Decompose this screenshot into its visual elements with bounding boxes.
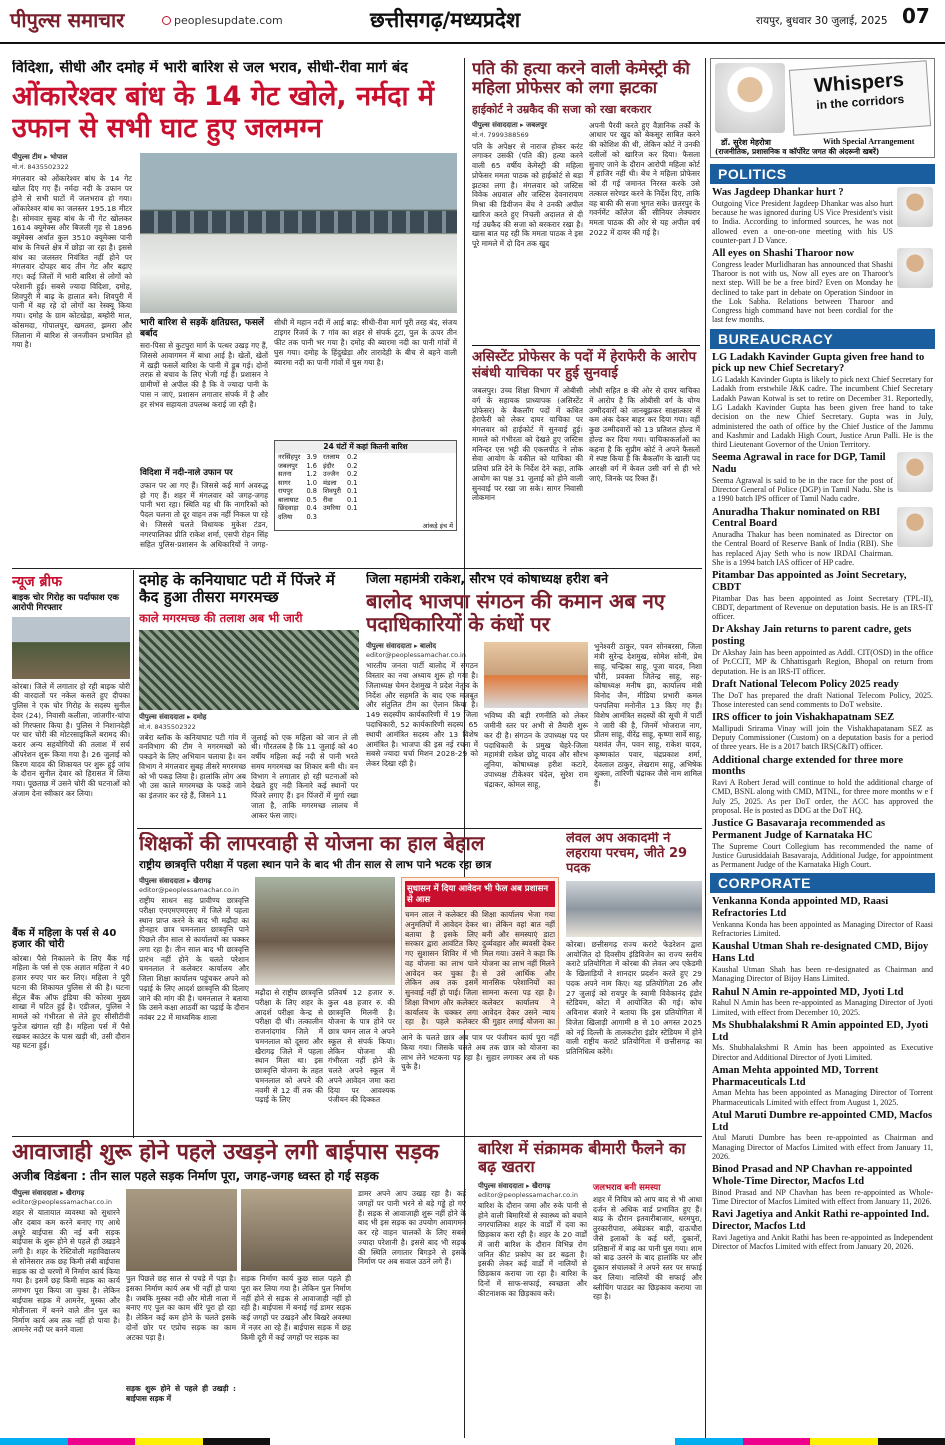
whisper-title: Seema Agrawal in race for DGP, Tamil Nadu <box>712 452 886 476</box>
article-body: शिक्षा कार्यालय भेजा गया था। लेकिन वहां बात नहीं बनी और समस्याएं डाटा दुर्व्यवहार और ब्यवसी देकर मिल गया। उसने ने कहा कि योजना का लाभ नहीं मिलने से उसे आर्थिक और मानसिक परेशानियों का सामना करना पड़ रहा है। कलेक्टर कार्यालय ने आवेदन देकर उसने न्याय की गुहार लगाई योजना का <box>482 910 555 1027</box>
rainfall-value: 0.3 <box>306 512 317 521</box>
story-subhead: राष्ट्रीय छात्रवृत्ति परीक्षा में पहला स्थान पाने के बाद भी तीन साल से लाभ पाने भटक रहा छात्र <box>139 859 492 871</box>
whisper-title: Ms Shubhalakshmi R Amin appointed ED, Jyoti Ltd <box>712 1019 929 1043</box>
student-photo <box>255 877 395 985</box>
corporate-label: CORPORATE <box>710 873 935 893</box>
whisper-body: Dr Akshay Jain has been appointed as Addl. CIT(OSD) in the office of Pr.CCIT, MP & Chhattisgarh Region, Bhopal on return from deputation. He is an IRS-IT officer. <box>712 647 933 676</box>
whisper-title: Justice G Basavaraja recommended as Permanent Judge of Karnataka HC <box>712 818 886 841</box>
rainfall-row <box>275 453 360 461</box>
globe-icon <box>162 16 171 25</box>
section-rule <box>12 1136 702 1137</box>
dateline: रायपुर, बुधवार 30 जुलाई, 2025 <box>756 15 888 27</box>
whisper-body: Mallipudi Srirama Vinay will join the Vishakhapatanam SEZ as Deputy Commissioner (Custom) on a deputation basis for a period of three years. He is a 2017 batch IRS(C&IT) officer. <box>712 723 933 752</box>
article-body: राष्ट्रीय साधन सह प्रावीण्य छात्रवृत्ति परीक्षा एनएमएमएसए में जिले में पहला स्थान प्राप्त करने के बाद भी मढ़ौदा का होनहार छात्र चमनलाल छात्रवृत्ति पाने पिछले तीन साल से कार्यालयों का चक्कर लगा रहा है। तीन साल बाद भी छात्रवृत्ति प्रारंभ नहीं होने के चलते परेशान चमनलाल ने कलेक्टर कार्यालय और जिला शिक्षा कार्यालय पहुंचकर अपने को पढ़ाई के लिए आदर्श छात्रवृत्ति की दिलाए जाने की मांग की है। चमनलाल ने बताया कि उसने कक्षा आठवीं का पढ़ाई के दौरान नवंबर 22 में माध्यमिक शाला <box>139 896 249 1023</box>
story-teachers <box>139 832 559 1132</box>
rainfall-value: 0.2 <box>346 470 358 479</box>
person-photo <box>897 452 933 492</box>
whisper-title: Pitambar Das appointed as Joint Secretary, CBDT <box>712 570 907 593</box>
article-body: मंगलवार को ओंकारेश्वर बांध के 14 गेट खोल दिए गए हैं। नर्मदा नदी के उफान पर होने से सभी घाटों में जलभराव हो गया। ओंकारेश्वर बांध का जलस्तर 195.18 मीटर है। सोमवार सुबह बांध के नौ गेट खोलकर 1614 क्यूमेक्स और बिजली गृह से 1896 क्यूमेक्स अर्थात कुल 3510 क्यूमेक्स पानी बांध के निचले क्षेत्र में छोड़ा जा रहा है। इससे बांध का जलस्तर नियंत्रित नहीं होने पर मंगलवार दोपहर बाद तीन गेट और बढ़ाए गए। कई जिलों में भारी बारिश से लोगों को परेशानी हुई। सबसे ज्यादा विदिशा, दमोह, शिवपुरी में बाढ़ के हालात बने। शिवपुरी में पानी में बह रहे दो लोगों का रेस्क्यू किया गया। दमोह के ग्राम कोटखेड़ा, बम्होरी माल, कोसमदा, गोपालपुर, खमतरा, झमरा और जिलाना में बारिश से जनजीवन प्रभावित हो गया है। <box>12 174 132 350</box>
story-headline: पति की हत्या करने वाली केमेस्ट्री की महिला प्रोफेसर को लगा झटका <box>472 60 690 97</box>
article-body: अपनी पैरवी करते हुए वैज्ञानिक तर्कों के आधार पर खुद को बेकसूर साबित करने की कोशिश की थी, लेकिन कोर्ट ने उनकी दलीलों को खारिज कर दिया। फैसला सुनाए जाने के दौरान आरोपी महिला कोर्ट में हाजिर नहीं थी। बेंच ने महिला प्रोफेसर को दी गई जमानत निरस्त करके उसे तत्काल सरेण्डर करने के निर्देश दिए, ताकि वह बाकी की सजा भुगत सके। छतरपुर के गवर्नमेंट कॉलेज की सीनियर लेक्चरार ममता पाठक की ओर से यह अपील वर्ष 2022 में दायर की गई है। <box>589 120 700 237</box>
article-body: बारिश के दौरान जमा और रुके पानी से होने वाली बिमारियों से स्वास्थ्य को बचाने नगरपालिका शहर के वार्डों में दवा का छिड़काव करा रही है। शहर के 20 वार्डों में जारी बारिश के दौरान विभिन्न रोग जनित कीट प्रकोप का डर बढ़ता है। इसकी लेकर कई वार्डों में नालियों से छिड़काव कराया जा रहा है। बारिश के दिनों में साफ-सफाई, स्वच्छता और कीटनाशक का छिड़काव करें। <box>478 1200 587 1298</box>
rainfall-value: 0.1 <box>346 495 358 504</box>
columnist-photo <box>715 63 785 133</box>
whisper-body: Ms. Shubhalakshmi R Amin has been appointed as Executive Director and Additional Director of Jyoti Limited. <box>712 1043 933 1062</box>
story-subhead: हाईकोर्ट ने उम्रकैद की सजा को रखा बरकरार <box>472 102 652 116</box>
politics-label: POLITICS <box>710 164 935 184</box>
whisper-item <box>712 987 933 1017</box>
rainfall-city <box>320 513 344 521</box>
whisper-item <box>712 507 933 568</box>
rainfall-row <box>275 504 360 512</box>
rainfall-value: 0.4 <box>306 504 317 513</box>
article-body: सड़क शुरू होने से पहले ही उखड़ी : बाईपास सड़क में <box>126 1384 236 1403</box>
whisper-title: Additional charge extended for three more months <box>712 754 904 778</box>
rainfall-city: शिवपुरी <box>322 487 341 496</box>
whisper-title: Kaushal Utman Shah re-designated CMD, Bijoy Hans Ltd <box>712 941 929 965</box>
story-headline: शिक्षकों की लापरवाही से योजना का हाल बेहाल <box>139 832 485 855</box>
article-body: पुल पिछले छह साल से पचड़े में पड़ा है। इसका निर्माण कार्य अब भी नहीं हो पाया है। जबकि मुस्का नदी और मोती नाला में बनाए गए पुल का काम धीरे पूरा हो रहा है। लेकिन कई कम होने के चलते इसके दोनों छोर पर एप्रोच सड़क का काम अटका पड़ा है। <box>126 1274 236 1342</box>
byline: पीपुल्स संवाददाता ▸ खैरागढ़ <box>12 1189 85 1198</box>
article-body: कोरबा। जिले में लगातार हो रही बाइक चोरी की वारदातों पर नकेल कसते हुए दीपका पुलिस ने एक चोर गिरोह के सदस्य सुनील देवर (24), निवासी कलीला, जांजगीर-चांपा को गिरफ्तार किया है। पुलिस ने निशानदेही पर चार चोरी की मोटरसाइकिलें बरामद की। करार अन्य सहयोगियों की तलाश में सर्च ऑपरेशन शुरू किया गया है। 26 जुलाई को किरण यादव की शिकायत पर शुरू हुई जांच के दौरान सुनील देवार को हिरासत में लिया गया। पूछताछ में उसने चोरी की घटनाओं को अंजाम देना स्वीकार कर लिया। <box>12 681 130 798</box>
rainfall-city: छिंदवाड़ा <box>278 504 299 513</box>
columnist-name: डॉ. सुरेश मेहरोत्रा <box>721 138 771 147</box>
whisper-body: The Supreme Court Collegium has recommended the name of Justice Gurusiddaiah Basavaraja, Additional Judge, for appointment as Permanent Judge of the Karnataka High Court. <box>712 841 933 870</box>
whisper-title: Venkanna Konda appointed MD, Raasi Refractories Ltd <box>712 896 889 920</box>
byline-email: editor@peoplessamachar.co.in <box>139 886 239 895</box>
whisper-item <box>712 1209 933 1251</box>
brief-title: बाइक चोर गिरोह का पर्दाफाश एक आरोपी गिरफ्तार <box>12 593 119 613</box>
whisper-title: Anuradha Thakur nominated on RBI Central Board <box>712 506 881 530</box>
whisper-item <box>712 570 933 621</box>
story-crocodile <box>139 572 359 827</box>
whisper-item <box>712 187 933 245</box>
rainfall-row <box>275 462 360 470</box>
leader-photos <box>484 642 588 708</box>
rainfall-value <box>344 513 361 521</box>
news-brief <box>12 572 130 1132</box>
inset-box <box>401 877 559 1030</box>
whisper-body: Venkanna Konda has been appointed as Managing Director of Raasi Refractories Limited. <box>712 919 933 939</box>
rainfall-city: बालाघाट <box>278 495 299 504</box>
story-headline: दमोह के कनियाघाट पटी में पिंजरे में कैद हुआ तीसरा मगरमच्छ <box>139 572 335 607</box>
corporate-items <box>710 893 935 1251</box>
subhead: विदिशा में नदी-नाले उफान पर <box>140 468 233 479</box>
whispers-tagline: (राजनीतिक, प्रशासनिक व कॉर्पोरेट जगत की अंदरूनी खबरें) <box>715 147 880 156</box>
byline: पीपुल्स संवाददाता ▸ जबलपुर <box>472 120 547 129</box>
story-sports <box>566 832 702 1132</box>
road-photo <box>241 1189 352 1271</box>
story-bypass <box>12 1140 472 1436</box>
rainfall-value: 1.0 <box>306 478 317 487</box>
whisper-title: Dr Akshay Jain returns to parent cadre, gets posting <box>712 624 912 648</box>
whisper-item <box>712 1164 933 1206</box>
story-bjp <box>366 572 702 827</box>
rainfall-value: 0.1 <box>346 487 358 496</box>
article-body: भुनेश्वरी ठाकुर, पवन सोनबरसा, जिला मंत्री सुरेन्द्र देशमुख, सोमेश सोनी, प्रेम साहू, चन्द्रिका साहू, पूजा यादव, निशा चौरी, प्रवक्ता जितेन्द्र साहू, सह-कोषाध्यक्ष मनीष झा, कार्यालय मंत्री विनोद जैन, मीडिया प्रभारी कमल पनपलिया मनोनीत 13 किए गए हैं। विशेष आमंत्रित सदस्यों की सूची में पार्टी ने जारी की है, जिनमें भोजराज नाग, प्रीतम साहू, वीरेंद्र साहू, कृष्णा सार्वे साहू, यशवंत जैन, पवन साहू, राकेश यादव, कृष्णकांत पवार, चंद्रप्रकाश शर्मा, देवलाल ठाकुर, लेखराम साहू, अभिषेक शुक्ला, तारिणी चंद्राकर जैसे नाम शामिल हैं। <box>594 642 702 789</box>
article-body: कोरबा। छत्तीसगढ़ राज्य कराटे फेडरेशन द्वारा आयोजित दो दिवसीय इंडिविजेन का राज्य स्तरीय कराटे प्रतियोगिता में कोरबा की लेवल अप एकेडमी के खिलाड़ियों ने शानदार प्रदर्शन करते हुए 29 पदक अपने नाम किए। यह प्रतियोगिता 26 और 27 जुलाई को रायपुर के स्वामी विवेकानंद इंडोर स्टेडियम, कोटा में आयोजित की गई। कोच अविनाश बंजारे ने बताया कि इस प्रतियोगिता में विजेता खिलाड़ी आगामी 8 से 10 अगस्त 2025 को नई दिल्ली के तालकटोरा इंडोर स्टेडियम में होने वाली राष्ट्रीय कराटे प्रतियोगिता में छत्तीसगढ़ का प्रतिनिधित्व करेंगे। <box>566 939 702 1057</box>
byline-mobile: मो.नं. 7999388569 <box>472 130 529 139</box>
story-headline: आवाजाही शुरू होने पहले उखड़ने लगी बाईपास सड़क <box>12 1140 439 1165</box>
website-link[interactable]: peoplesupdate.com <box>162 14 283 27</box>
article-body: चमन लाल ने कलेक्टर की अनुमतियों में आवेदन देकर बताया है इसके लिए सरकार द्वारा आवंटित किए गए सुशासन शिविर में भी वह योजना का लाभ पाने आवेदन कर चुका है। लेकिन अब तक इसमें सुनवाई नहीं हो पाई। जिला शिक्षा विभाग और कलेक्टर कार्यालय के चक्कर लगा रहा है। पहले कलेक्टर <box>405 910 478 1027</box>
story-headline: लेवल अप अकादमी ने लहराया परचम, जीते 29 पदक <box>566 832 688 876</box>
rainfall-city: रतलाम <box>322 453 340 462</box>
story-kicker: विदिशा, सीधी और दमोह में भारी बारिश से जल भराव, सीधी-रीवा मार्ग बंद <box>12 60 408 76</box>
whisper-title: Rahul N Amin re-appointed MD, Jyoti Ltd <box>712 986 904 998</box>
story-kicker: जिला महामंत्री राकेश, सौरभ एवं कोषाध्यक्ष हरीश बने <box>366 572 609 586</box>
whispers-logo <box>789 60 931 135</box>
news-brief-label: न्यूज ब्रीफ <box>12 574 62 590</box>
article-body: उफान पर आ गए हैं। जिससे कई मार्ग अवरुद्ध हो गए हैं। शहर में मंगलवार को जगह-जगह पानी भरा रहा। स्थिति यह थी कि नागरिकों को पैदल चलना तो दूर वाहन तक नहीं निकल पा रहे थे। जिससे चलते विधायक मुकेश टंडन, नगरपालिका प्रीति राकेश शर्मा, एसपी रोहन सिंह सहित पुलिस-प्रशासन के अधिकारियों ने जगह- <box>140 480 268 549</box>
byline: पीपुल्स संवाददाता ▸ बालोद <box>366 642 437 651</box>
article-body: जुलाई को एक महिला को जान ले ली थी। गौरतलब है कि 11 जुलाई को 40 वर्षीय महिला कई नदी से पानी भरते समय मगरमच्छ का शिकार बनी थी। वन विभाग ने लगातार हो रही घटनाओं को देखते हुए नदी किनारे कई स्थानों पर पिंजरे लगाए हैं। इन पिंजरों में मुर्गा रखा जाता है, ताकि मगरमच्छ लालच में आकर फंस जाए। <box>251 732 358 820</box>
article-body: प्रतिवर्ष 12 हजार रु. कुल 48 हजार रु. की छात्रवृत्ति मिलनी है। योजना के पात्र होने पर छात्र चमन लाल ने अपने स्कूल से संपर्क किया। लेकिन योजना की गंभीरता नहीं होने के चलते अपने स्कूल में अपने आवेदन जमा करा दिया पर आवश्यक पंजीयन की दिक्कत <box>328 988 395 1105</box>
byline: पीपुल्स संवाददाता ▸ दमोह <box>139 712 207 721</box>
whispers-subtitle: in the corridors <box>815 91 905 113</box>
dam-photo <box>140 153 457 313</box>
rainfall-box <box>274 440 457 531</box>
byline-email: editor@peoplessamachar.co.in <box>12 1198 112 1207</box>
logo: पीपुल्स समाचार <box>10 8 125 32</box>
rainfall-row <box>275 487 360 495</box>
story-disease <box>478 1140 702 1436</box>
rainfall-title: 24 घंटों में कहां कितनी बारिश <box>275 441 456 453</box>
article-body: कोरबा। पैसे निकालने के लिए बैंक गई महिला के पर्स से एक अज्ञात महिला ने 40 हजार रुपए पार कर लिए। महिला ने पूरी घटना की शिकायत पुलिस से की है। घटना सेंट्रल बैंक ऑफ इंडिया की कोरबा मुख्य शाखा में घटित हुई है। एडीजल, पुलिस ने मामले को गंभीरता से लेते हुए सीसीटीवी फुटेज खंगाल रही है। महिला पर्स में पैसे रखकर काउंटर के पास खड़ी थी, उसी दौरान यह घटना हुई। <box>12 953 130 1051</box>
rainfall-city: रीवा <box>322 495 333 504</box>
rainfall-city: सतना <box>278 470 292 479</box>
rainfall-row <box>275 470 360 478</box>
whisper-title: Ravi Jagetiya and Ankit Rathi re-appointed Ind. Director, Macfos Ltd <box>712 1209 930 1232</box>
story-subhead: काले मगरमच्छ की तलाश अब भी जारी <box>139 610 303 625</box>
whisper-body: Outgoing Vice President Jagdeep Dhankar was also hurt because he was ignored during US Vice President's visit to India. According to informed sources, he was not allowed even a one-on-one meeting with his US counter-part J D Vance. <box>712 198 893 245</box>
whisper-body: Aman Mehta has been appointed as Managing Director of Torrent Pharmaceuticals Limited with effect from August 1, 2025. <box>712 1088 933 1107</box>
article-body: आने के चलते छात्र अब पात्र पर पंजीयन कार्य पूरा नहीं किया गया। जिसके चलते अब तक छात्र को योजना का लाभ लेने भटकना पड़ रहा है। सुहार लगाकर अब तो थक चुके है। <box>401 1033 559 1072</box>
article-body: पति के अपेक्षर से नाराज होकर करंट लगाकर उसकी (पति की) हत्या करने वाली 65 वर्षीय केमेस्ट्री की महिला प्रोफेसर ममता पाठक को हाईकोर्ट से बड़ा झटका लगा है। मंगलवार को जस्टिस विवेक अग्रवाल और जस्टिस देवनारायण मिश्रा की डिवीजन बेंच ने उनकी अपील खारिज करते हुए निचली अदालत से दी गई उम्रकैद की सजा को बरकरार रखा है। खास बात यह रही कि ममता पाठक ने इस पूरे मामले में दो दिन तक खुद <box>472 141 583 249</box>
story-chemistry <box>472 60 700 342</box>
person-photo <box>897 507 933 547</box>
whisper-body: Anuradha Thakur has been nominated as Director on the Central Board of Reserve Bank of India (RBI). She has replaced Ajay Seth who is now IRDAI Chairman. She is a 1994 batch IAS officer of HP cadre. <box>712 530 893 567</box>
whisper-body: Rahul N Amin has been re-appointed as Managing Director of Jyoti Limited, with effect from December 10, 2025. <box>712 998 933 1017</box>
page-number: 07 <box>902 4 930 28</box>
article-body: सरा-पिसा से कुटपुरा मार्ग के पत्थर उखड़ गए हैं, जिससे आवागमन में बाधा आई है। खेतों, खेतों में खड़ी फसलें बारिश के पानी में डूब गई। दोनों तरफ़ से बचाव के लिए भेजी गई हैं। प्रशासन ने ग्रामीणों से अपील की है कि वे ज्यादा पानी के पास न जाएं, प्रशासन लगातार संपर्क में है और हर संभव सहायता उपलब्ध कराई जा रही है। <box>140 341 268 409</box>
whisper-item <box>712 1020 933 1062</box>
article-body: डामर अपने आप उखड़ रहा है। कई जगहों पर पानी भरने से बड़े गड्ढे हो गए हैं। सड़क से आवाजाही शुरू नहीं होने के बाद भी इस सड़क का उपयोग आवागमन कर रहे वाहन चालकों के लिए सबसे ज्यादा परेशानी है। इससे बाद भी सड़क की स्थिति लगातार बिगड़ने से इसके निर्माण पर अब सवाल उठने लगे हैं। <box>358 1189 466 1267</box>
story-headline: बारिश में संक्रामक बीमारी फैलने का बढ़ खतरा <box>478 1140 686 1177</box>
rainfall-value: 3.9 <box>306 453 317 462</box>
byline: पीपुल्स टीम ▸ भोपाल <box>12 153 68 162</box>
story-headline: असिस्टेंट प्रोफेसर के पदों में हेराफेरी के आरोप संबंधी याचिका पर हुई सुनवाई <box>472 349 697 381</box>
rainfall-row <box>275 479 360 487</box>
whisper-title: Was Jagdeep Dhankar hurt ? <box>712 187 844 198</box>
rainfall-value: 1.6 <box>306 461 317 470</box>
byline-mobile: मो.नं. 8435502322 <box>12 163 69 172</box>
whisper-body: Ravi Jagetiya and Ankit Rathi has been re-appointed as Independent Director of Macfos Limited with effect from January 20, 2026. <box>712 1232 933 1251</box>
article-body: सड़क निर्माण कार्य कुछ साल पहले ही पूरा कर लिया गया है। लेकिन पुल निर्माण नहीं होने से सड़क से आवाजाही नहीं हो रही है। बाईपास में बनाई गई डामर सड़क कई जगहों पर उखड़ने और बिखरे अवस्था में नज़र आ रहे हैं। बाईपास सड़क में छह किमी दूरी में कई जगहों पर सड़क का <box>241 1274 351 1342</box>
rainfall-value: 0.1 <box>346 478 358 487</box>
rainfall-city: रायपुर <box>278 487 293 496</box>
section-rule <box>12 568 702 569</box>
whisper-body: Pitambar Das has been appointed as Joint Secretary (TPL-II), CBDT, department of Revenue on deputation basis. He is an IRS-IT officer. <box>712 593 933 622</box>
section-rule <box>137 828 702 829</box>
whisper-title: Draft National Telecom Policy 2025 ready <box>712 678 899 690</box>
rainfall-city: उज्जैन <box>322 470 339 479</box>
rainfall-value: 0.1 <box>346 504 358 513</box>
rainfall-city: सागर <box>278 478 291 487</box>
whisper-item <box>712 755 933 816</box>
whisper-body: Binod Prasad and NP Chavhan has been re-appointed as Whole-Time Director of Macfos Limited with effect from January 11, 2026. <box>712 1187 933 1206</box>
rainfall-row <box>275 496 360 504</box>
column-rule <box>133 570 134 1138</box>
story-headline: ओंकारेश्वर बांध के 14 गेट खोले, नर्मदा में उफान से सभी घाट हुए जलमग्न <box>12 80 435 145</box>
whisper-body: LG Ladakh Kavinder Gupta is likely to pick next Chief Secretary for Ladakh from erstwhile J&K cadre. The incumbent Chief Secretary Ladakh Pawan Kotwal is set to retire on December 31. Reportedly, LG Ladakh Kavinder Gupta has been given free hand to take decision on the new Chief Secretary. Gupta was in July, administered the oath of office by the Chief Justice of the Jammu and Kashmir and Ladakh High Court, Justice Arun Palli. He is the third Lieutenant Governor of the Union Territory. <box>712 375 933 450</box>
subhead: जलभराव बनी समस्या <box>593 1182 661 1193</box>
crocodile-cage-photo <box>139 630 359 710</box>
bureaucracy-label: BUREAUCRACY <box>710 329 935 349</box>
byline-email: editor@peoplessamachar.co.in <box>478 1190 578 1199</box>
byline-mobile: मो.नं. 8435502322 <box>139 722 196 731</box>
byline-email: editor@peoplessamachar.co.in <box>366 651 466 660</box>
whisper-title: All eyes on Shashi Tharoor now <box>712 248 855 260</box>
road-photo <box>126 1189 237 1271</box>
story-subhead: अजीब विडंबना : तीन साल पहले सड़क निर्माण पूरा, जगह-जगह ध्वस्त हो गई सड़क <box>12 1169 379 1184</box>
whisper-item <box>712 1065 933 1107</box>
article-body: शहर में निचित्र को आप बाद से भी आधा दर्जन से अधिक वार्ड प्रभावित हुए हैं। बाढ़ के दौरान इतवारीबाजार, धरमपुरा, तुरकारीपारा, अंबेडकर बाड़ी, दाऊचौरा जैसे इलाकों के कई घरों, दुकानों, प्रतिष्ठानों में बाढ़ का पानी घुस गया। शाम को बाढ़ उतरने के बाद हालांकि घर और दुकान संचालकों ने अपने स्तर पर सफाई कर लिया। नालियों की सफाई और ब्लीचिंग पाउडर का छिड़काव कराया जा रहा है। <box>593 1194 702 1302</box>
whisper-item <box>712 248 933 325</box>
article-body: भविष्य की बड़ी रणनीति को लेकर जमीनी स्तर पर अभी से तैयारी शुरू कर दी है। संगठन के उपाध्यक्ष पद पर पदाधिकारी के प्रमुख चेहरे-जिला महामंत्री राकेश छोटू यादव और सौरभ लूनिया, कोषाध्यक्ष हरीश कटारे, उपाध्यक्ष टीकेश्वर चंदेल, सुरेश राम चंद्राकर, कोमल साहू, <box>484 711 588 789</box>
subhead: भारी बारिश से सड़कें क्षतिग्रस्त, फसलें बर्बाद <box>140 318 264 339</box>
whisper-item <box>712 896 933 938</box>
person-photo <box>897 187 933 227</box>
rainfall-city: उमरिया <box>322 504 341 513</box>
print-registration-strip <box>0 1438 945 1445</box>
rainfall-value: 0.5 <box>306 495 317 504</box>
article-body: शहर से यातायात व्यवस्था को सुधारने और दबाव कम करने बनाए गए आधे अधूरे बाईपास की नई बनी सड़क बाईपास के शुरू होने से पहले ही उखड़ने लगी है। शहर के रेस्टिवोली महाविद्यालय से सोनेसरार तक छह किमी लंबी बाईपास सड़क का दो चरणों में निर्माण कार्य किया गया है। इसमें छह किमी सड़क का कार्य लगभग पूरा किया जा चुका है। लेकिन बाईपास सड़क में आमनेर, मुस्का और मोतीनाला में बनने वाले तीन पुल का निर्माण कार्य अब तक नहीं हो पाया है। आमनेर नदी पर बनने वाला <box>12 1208 120 1335</box>
bureaucracy-items <box>710 349 935 870</box>
rainfall-value: 1.2 <box>306 470 317 479</box>
whisper-item <box>712 352 933 450</box>
whisper-title: Atul Maruti Dumbre re-appointed CMD, Macfos Ltd <box>712 1109 933 1133</box>
whisper-item <box>712 679 933 709</box>
politics-items <box>710 184 935 325</box>
section-name: छत्तीसगढ़/मध्यप्रदेश <box>370 8 521 32</box>
whisper-item <box>712 818 933 869</box>
karate-photo <box>566 881 702 937</box>
rainfall-table <box>275 453 360 521</box>
whispers-sidebar <box>710 58 935 1438</box>
whisper-item <box>712 452 933 503</box>
article-body: जबलपुर। उच्च शिक्षा विभाग में ओबीसी वर्ग के सहायक प्राध्यापक (असिस्टेंट प्रोफेसर) के बैकलॉग पदों में कथित हेराफेरी को लेकर दायर याचिका पर मंगलवार को हाईकोर्ट में सुनवाई हुई। मामले को गंभीरता को देखते हुए जस्टिस मनिन्दर एस भट्टी की एकलपीठ ने लोक सेवा आयोग के वकील को याचिका की प्रतियां प्रति देने के निर्देश देने कहा, ताकि आयोग का पक्ष 31 जुलाई को होने वाली सुनवाई पर रखा जा सके। सागर निवासी लोकमान <box>472 386 583 503</box>
column-rule <box>705 58 706 1445</box>
inset-title: सुधासन में दिया आवेदन भी फेल अब प्रशासन से आस <box>405 881 555 907</box>
rainfall-city: मंडला <box>322 478 337 487</box>
whisper-body: Ravi A Robert Jerad will continue to hold the additional charge of CMD, BSNL along with CMD, MTNL, for three more months w e f July 25, 2025. As per DoT order, the ACC has approved the proposal. He is posted as DDG at the DoT HQ. <box>712 778 933 815</box>
article-body: मढ़ौदा से राष्ट्रीय छात्रवृत्ति परीक्षा के लिए शहर के आदर्श परीक्षा केन्द्र से परीक्षा दी थी। तत्कालीन राजनांदगांव जिले में चमनलाल को दूसरा और खैरागढ़ जिले में पहला स्थान मिला था। इस छात्रवृत्ति योजना के तहत चमनलाल को अपने की नवमी से 12 वीं तक की पढ़ाई के लिए <box>255 988 323 1105</box>
whisper-body: Seema Agrawal is said to be in the race for the post of Director General of Police (DGP) in Tamil Nadu. She is a 1990 batch IPS officer of Tamil Nadu cadre. <box>712 475 893 504</box>
whisper-body: Kaushal Utman Shah has been re-designated as Chairman and Managing Director of Bijoy Hans Limited. <box>712 964 933 984</box>
whispers-title: Whispers <box>813 68 905 98</box>
whisper-title: LG Ladakh Kavinder Gupta given free hand to pick up new Chief Secretary? <box>712 351 925 375</box>
story-professor <box>472 345 700 567</box>
article-body: जबेरा ब्लॉक के कनियाघाट पटी गांव में वनविभाग की टीम ने मगरमच्छों को पकड़ने के लिए अभियान चलाया है। वन विभाग ने मंगलवार सुबह तीसरे मगरमच्छ को भी पकड़ लिया है। हालांकि लोग अब भी उस काले मगरमच्छ के पकड़े जाने का इंतजार कर रहे हैं, जिसने 11 <box>139 732 246 801</box>
whisper-item <box>712 941 933 983</box>
whisper-body: Congress leader Murlidharan has announced that Shashi Tharoor is not with us, Now all eyes are on Tharoor's next step. Will be be a free bird? Even on Monday he declined to take part in debate on Operation Sindoor in the Lok Sabha. Relations between Tharoor and Congress high command have not been cordial for the last few months. <box>712 259 893 325</box>
person-photo <box>897 248 933 288</box>
whisper-item <box>712 1110 933 1161</box>
rainfall-city: जबलपुर <box>278 461 298 470</box>
whisper-body: The DoT has prepared the draft National Telecom Policy, 2025. Those interested can send comments to DoT website. <box>712 690 933 709</box>
rainfall-value: 0.8 <box>306 487 317 496</box>
whisper-title: IRS officer to join Vishakhapatnam SEZ <box>712 712 895 724</box>
police-photo <box>12 617 130 679</box>
rainfall-city: इंदौर <box>322 461 335 470</box>
rainfall-value: 0.2 <box>346 453 358 462</box>
whisper-title: Binod Prasad and NP Chavhan re-appointed Whole-Time Director, Macfos Ltd <box>712 1164 913 1187</box>
byline: पीपुल्स संवाददाता ▸ खैरागढ़ <box>139 877 212 886</box>
rainfall-city: दतिया <box>278 512 293 521</box>
special-arrangement: With Special Arrangement <box>823 137 915 146</box>
rainfall-value: 0.2 <box>346 461 358 470</box>
masthead <box>0 0 945 44</box>
rainfall-note: आंकड़े इंच में <box>422 521 453 530</box>
article-body: भारतीय जनता पार्टी बालोद में संगठन विस्तार का नया अध्याय शुरू हो गया है। जिलाध्यक्ष चेमन देशमुख ने प्रदेश नेतृत्व के निर्देश और सहमति के बाद एक मजबूत और संतुलित टीम का ऐलान किया है। 149 सदस्यीय कार्यकारिणी में 19 जिला पदाधिकारी, 52 कार्यकारिणी सदस्य, 65 स्थायी आमंत्रित सदस्य और 13 विशेष आमंत्रित है। भाजपा की इस नई रचना में सबसे ज्यादा चर्चा मिशन 2028-29 को लेकर दिखा रही है। <box>366 661 478 769</box>
whisper-title: Aman Mehta appointed MD, Torrent Pharmaceuticals Ltd <box>712 1064 879 1088</box>
whisper-item <box>712 624 933 675</box>
rainfall-row <box>275 513 360 521</box>
whisper-item <box>712 712 933 752</box>
rainfall-city: नरसिंहपुर <box>278 453 301 462</box>
story-headline: बालोद भाजपा संगठन की कमान अब नए पदाधिकारियों के कंधों पर <box>366 589 665 637</box>
brief-title: बैंक में महिला के पर्स से 40 हजार की चोरी <box>12 927 117 951</box>
article-body: सीधी में महान नदी में आई बाढ़: सीधी-रीवा मार्ग पूरी तरह बंद, संजय टाइगर रिजर्व के 7 गांव का शहर से संपर्क टूटा, पुल के ऊपर तीन फीट तक पानी भर गया है। दमोह की ब्यारमा नदी का पानी गांवों में घुस गया। दमोह के हिंदुखेड़ा और तारादेही के बीच से बहने वाली ब्यारमा नदी का पानी गांवों में घुस गया है। <box>274 318 457 367</box>
whisper-body: Atul Maruti Dumbre has been re-appointed as Chairman and Managing Director of Macfos Limited with effect from January 11, 2026. <box>712 1133 933 1161</box>
article-body: लोधी सहित 8 की ओर से दायर याचिका में आरोप है कि ओबीसी वर्ग के योग्य उम्मीदवारों को जानबूझकर साक्षात्कार में कम अंक देकर बाहर कर दिया गया। वहीं कुछ उम्मीदवारों को 13 प्रतिशत होल्ड में होल्ड कर दिया गया। याचिकाकर्ताओं का कहना है कि सुप्रीम कोर्ट ने अपने फैसलों में स्पष्ट किया है कि बैकलॉग के खाली पद आरक्षी वर्ग में केवल उसी वर्ग से ही भरे जाएं, जिनके पद रिक्त हैं। <box>589 386 700 483</box>
byline: पीपुल्स संवाददाता ▸ खैरागढ़ <box>478 1181 551 1190</box>
whispers-masthead <box>710 58 935 158</box>
story-dam <box>12 60 457 566</box>
